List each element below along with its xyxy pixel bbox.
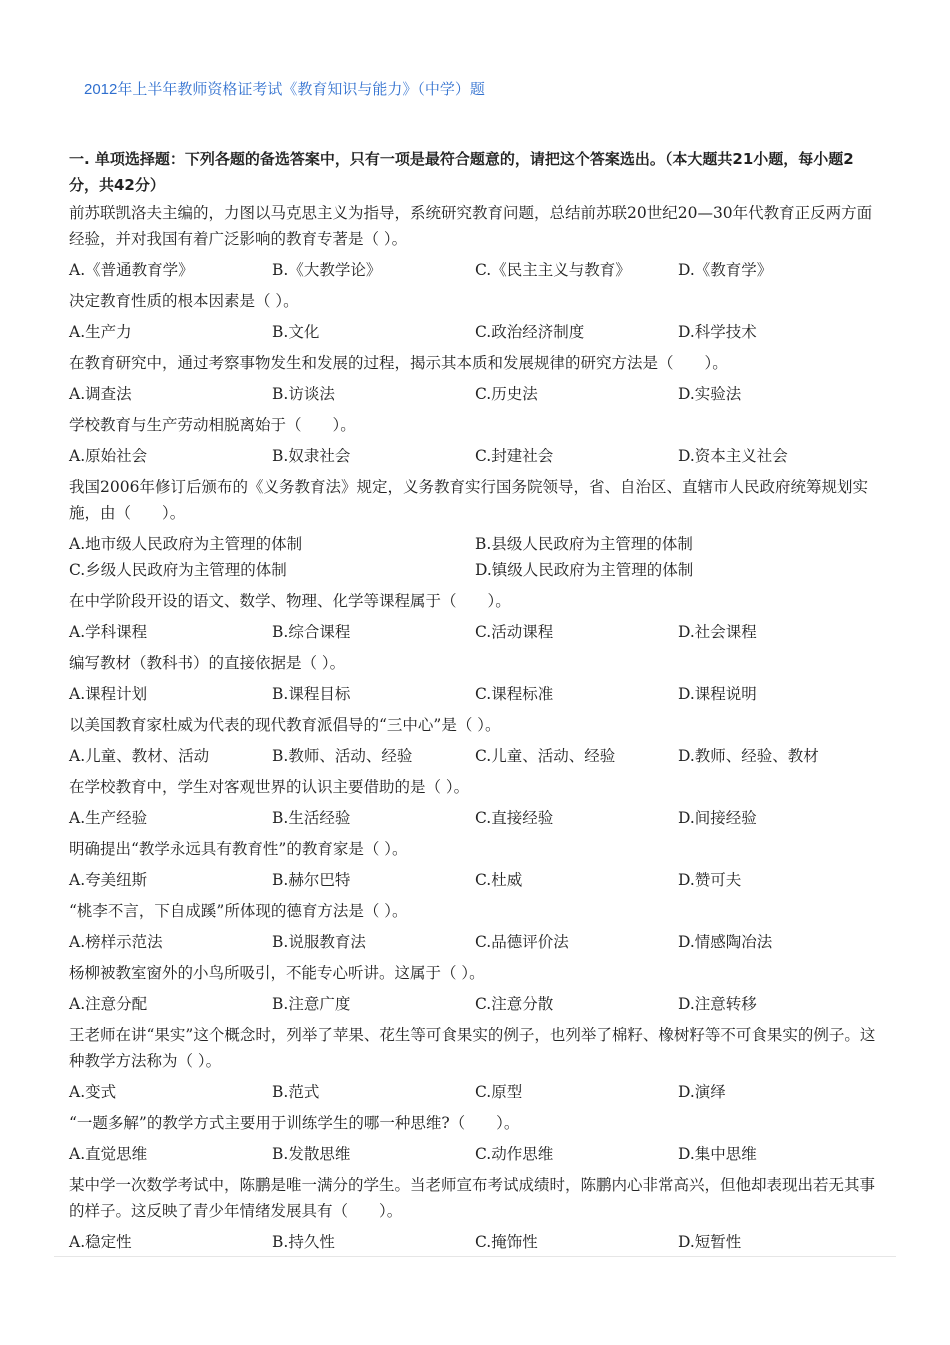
answer-option: A.课程计划 — [69, 685, 148, 703]
answer-option: A.《普通教育学》 — [69, 261, 194, 279]
answer-option: A.榜样示范法 — [69, 933, 163, 951]
answer-option: C.品德评价法 — [475, 933, 569, 951]
answer-options — [0, 681, 881, 707]
question-text: 编写教材（教科书）的直接依据是（ ）。 — [69, 654, 346, 672]
answer-option: D.镇级人民政府为主管理的体制 — [475, 561, 694, 579]
answer-option: B.课程目标 — [272, 685, 351, 703]
answer-options — [0, 743, 881, 769]
question-stem — [0, 474, 877, 526]
question-text: 明确提出“教学永远具有教育性”的教育家是（ ）。 — [69, 840, 408, 858]
question-item — [0, 898, 950, 955]
question-text: 在中学阶段开设的语文、数学、物理、化学等课程属于（ ）。 — [69, 592, 511, 610]
answer-option: A.调查法 — [69, 385, 132, 403]
answer-options — [0, 319, 881, 345]
answer-options — [0, 1079, 881, 1105]
answer-option: B.说服教育法 — [272, 933, 366, 951]
section-header: 一. 单项选择题：下列各题的备选答案中，只有一项是最符合题意的，请把这个答案选出。（本大题共21小题，每小题2分，共42分） — [69, 150, 854, 194]
question-stem — [0, 288, 877, 314]
question-text: 某中学一次数学考试中，陈鹏是唯一满分的学生。当老师宣布考试成绩时，陈鹏内心非常高兴，但他却表现出若无其事的样子。这反映了青少年情绪发展具有（ ）。 — [69, 1176, 876, 1220]
answer-option: A.变式 — [69, 1083, 117, 1101]
answer-option: C.动作思维 — [475, 1145, 554, 1163]
answer-option: B.赫尔巴特 — [272, 871, 351, 889]
answer-option: D.集中思维 — [678, 1145, 757, 1163]
answer-option: A.稳定性 — [69, 1233, 132, 1251]
question-item — [0, 350, 950, 407]
question-stem — [0, 1110, 877, 1136]
answer-option: B.文化 — [272, 323, 320, 341]
answer-option: D.《教育学》 — [678, 261, 773, 279]
question-stem — [0, 836, 877, 862]
answer-option: B.范式 — [272, 1083, 320, 1101]
question-stem — [0, 200, 877, 252]
answer-option: D.间接经验 — [678, 809, 757, 827]
question-stem — [0, 650, 877, 676]
answer-option: A.生产经验 — [69, 809, 148, 827]
question-text: “一题多解”的教学方式主要用于训练学生的哪一种思维?（ ）。 — [69, 1114, 520, 1132]
answer-option: C.注意分散 — [475, 995, 554, 1013]
answer-option: A.原始社会 — [69, 447, 148, 465]
question-text: 在教育研究中，通过考察事物发生和发展的过程，揭示其本质和发展规律的研究方法是（ ）。 — [69, 354, 728, 372]
answer-option: B.《大教学论》 — [272, 261, 382, 279]
answer-option: C.《民主主义与教育》 — [475, 261, 631, 279]
question-item — [0, 588, 950, 645]
answer-option: B.访谈法 — [272, 385, 335, 403]
answer-option: A.生产力 — [69, 323, 132, 341]
question-item — [0, 1110, 950, 1167]
answer-options — [0, 929, 881, 955]
answer-options — [0, 443, 881, 469]
answer-option: A.注意分配 — [69, 995, 148, 1013]
question-stem — [0, 712, 877, 738]
question-item — [0, 1172, 950, 1255]
answer-options — [0, 381, 881, 407]
answer-option: A.学科课程 — [69, 623, 148, 641]
answer-option: B.综合课程 — [272, 623, 351, 641]
answer-option: B.县级人民政府为主管理的体制 — [475, 535, 693, 553]
answer-option: D.注意转移 — [678, 995, 757, 1013]
answer-options — [0, 867, 881, 893]
answer-option: C.原型 — [475, 1083, 523, 1101]
question-item — [0, 1022, 950, 1105]
answer-options — [0, 531, 881, 583]
answer-option: A.夸美纽斯 — [69, 871, 148, 889]
answer-option: C.杜威 — [475, 871, 523, 889]
answer-option: C.乡级人民政府为主管理的体制 — [69, 561, 287, 579]
answer-option: C.直接经验 — [475, 809, 554, 827]
answer-option: B.持久性 — [272, 1233, 335, 1251]
answer-option: D.资本主义社会 — [678, 447, 788, 465]
answer-options — [0, 257, 881, 283]
question-text: 我国2006年修订后颁布的《义务教育法》规定，义务教育实行国务院领导，省、自治区、直辖市人民政府统筹规划实施，由（ ）。 — [69, 478, 868, 522]
answer-option: D.演绎 — [678, 1083, 726, 1101]
question-stem — [0, 350, 877, 376]
question-stem — [0, 588, 877, 614]
answer-option: D.课程说明 — [678, 685, 757, 703]
question-item — [0, 412, 950, 469]
answer-option: B.注意广度 — [272, 995, 351, 1013]
answer-option: C.掩饰性 — [475, 1233, 538, 1251]
question-item — [0, 960, 950, 1017]
question-stem — [0, 898, 877, 924]
question-item — [0, 200, 950, 283]
answer-option: D.科学技术 — [678, 323, 757, 341]
question-stem — [0, 1022, 877, 1074]
question-list — [0, 200, 950, 1260]
question-stem — [0, 412, 877, 438]
question-item — [0, 712, 950, 769]
question-item — [0, 836, 950, 893]
question-text: 前苏联凯洛夫主编的，力图以马克思主义为指导，系统研究教育问题，总结前苏联20世纪20—30年代教育正反两方面经验，并对我国有着广泛影响的教育专著是（ ）。 — [69, 204, 873, 248]
question-stem — [0, 1172, 877, 1224]
answer-option: B.生活经验 — [272, 809, 351, 827]
answer-option: B.发散思维 — [272, 1145, 351, 1163]
answer-option: D.教师、经验、教材 — [678, 747, 819, 765]
answer-options — [0, 619, 881, 645]
bottom-divider — [54, 1256, 896, 1257]
answer-option: D.实验法 — [678, 385, 742, 403]
answer-options — [0, 991, 881, 1017]
answer-option: C.封建社会 — [475, 447, 554, 465]
answer-option: B.奴隶社会 — [272, 447, 351, 465]
question-text: 以美国教育家杜威为代表的现代教育派倡导的“三中心”是（ ）。 — [69, 716, 501, 734]
answer-option: D.赞可夫 — [678, 871, 742, 889]
question-text: 决定教育性质的根本因素是（ ）。 — [69, 292, 299, 310]
answer-option: A.地市级人民政府为主管理的体制 — [69, 535, 303, 553]
question-item — [0, 774, 950, 831]
answer-option: C.课程标准 — [475, 685, 554, 703]
answer-options — [0, 805, 881, 831]
answer-option: A.儿童、教材、活动 — [69, 747, 210, 765]
question-item — [0, 650, 950, 707]
answer-option: D.社会课程 — [678, 623, 757, 641]
answer-option: B.教师、活动、经验 — [272, 747, 413, 765]
question-stem — [0, 774, 877, 800]
answer-option: A.直觉思维 — [69, 1145, 148, 1163]
question-text: 杨柳被教室窗外的小鸟所吸引，不能专心听讲。这属于（ ）。 — [69, 964, 485, 982]
answer-option: C.儿童、活动、经验 — [475, 747, 616, 765]
document-title: 2012年上半年教师资格证考试《教育知识与能力》（中学）题 — [84, 81, 485, 98]
question-text: 王老师在讲“果实”这个概念时，列举了苹果、花生等可食果实的例子，也列举了棉籽、橡树籽等不可食果实的例子。这种教学方法称为（ ）。 — [69, 1026, 876, 1070]
question-item — [0, 474, 950, 583]
answer-options — [0, 1141, 881, 1167]
question-stem — [0, 960, 877, 986]
question-text: 在学校教育中，学生对客观世界的认识主要借助的是（ ）。 — [69, 778, 470, 796]
question-item — [0, 288, 950, 345]
answer-option: D.短暂性 — [678, 1233, 742, 1251]
question-text: “桃李不言，下自成蹊”所体现的德育方法是（ ）。 — [69, 902, 408, 920]
answer-option: C.历史法 — [475, 385, 538, 403]
question-text: 学校教育与生产劳动相脱离始于（ ）。 — [69, 416, 356, 434]
answer-options — [0, 1229, 881, 1255]
answer-option: D.情感陶冶法 — [678, 933, 773, 951]
answer-option: C.政治经济制度 — [475, 323, 585, 341]
answer-option: C.活动课程 — [475, 623, 554, 641]
